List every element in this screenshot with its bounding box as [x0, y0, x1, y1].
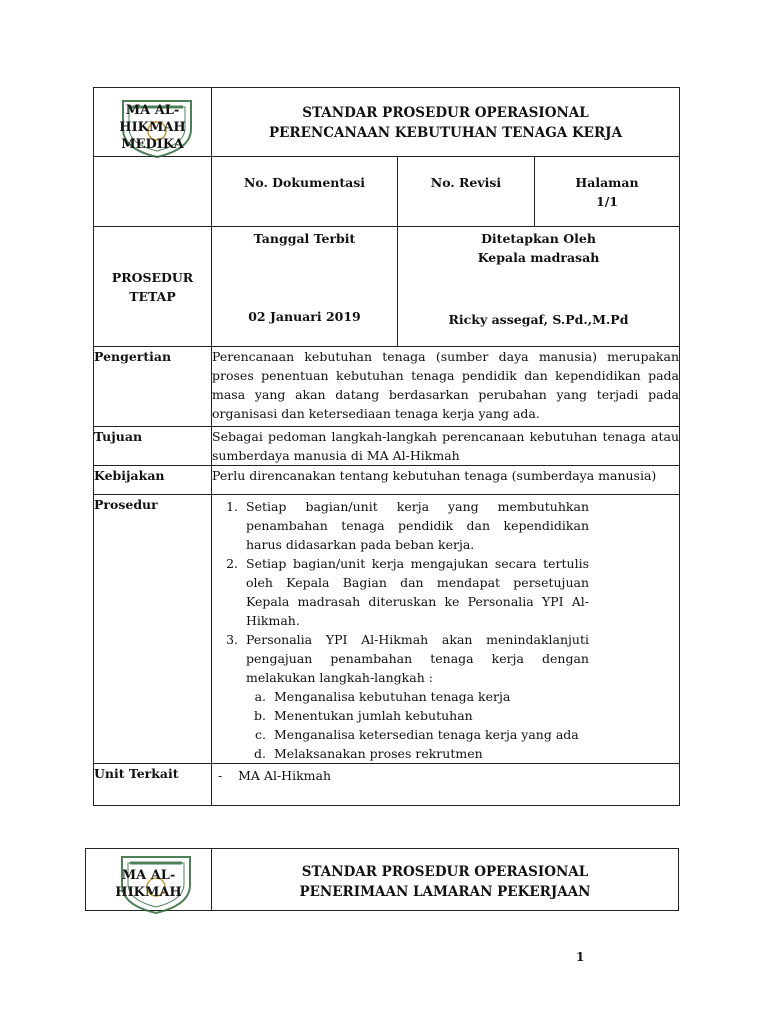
- tujuan-label: Tujuan: [94, 427, 212, 466]
- list-item: 2. Setiap bagian/unit kerja mengajukan secara tertulis oleh Kepala Bagian dan mendapat persetujuan Kepala madrasah diteruskan ke Personalia YPI Al-Hikmah.: [242, 554, 589, 630]
- no-dokumentasi-label: No. Dokumentasi: [212, 157, 398, 227]
- logo-cell: [94, 88, 212, 157]
- prosedur-label: Prosedur: [94, 495, 212, 764]
- page-number: 1: [576, 950, 585, 964]
- ditetapkan-cell: Ditetapkan Oleh Kepala madrasah Ricky assegaf, S.Pd.,M.Pd: [398, 227, 680, 347]
- no-revisi-label: No. Revisi: [398, 157, 535, 227]
- kebijakan-label: Kebijakan: [94, 466, 212, 495]
- blank-cell: [94, 157, 212, 227]
- sop-table-2: [85, 848, 679, 911]
- sop-title: STANDAR PROSEDUR OPERASIONAL PERENCANAAN KEBUTUHAN TENAGA KERJA: [212, 88, 680, 157]
- prosedur-tetap-label: PROSEDUR TETAP: [94, 227, 212, 347]
- unit-terkait-label: Unit Terkait: [94, 764, 212, 806]
- sop-table-1: [93, 87, 680, 806]
- sop-title: STANDAR PROSEDUR OPERASIONAL PENERIMAAN LAMARAN PEKERJAAN: [212, 849, 679, 911]
- list-item: c. Menganalisa ketersedian tenaga kerja yang ada: [270, 725, 589, 744]
- list-item: 3. Personalia YPI Al-Hikmah akan menindaklanjuti pengajuan penambahan tenaga kerja dengan melakukan langkah-langkah : a. Menganalisa kebutuhan tenaga kerja b. Menentukan jumlah kebutuhan c. Menganalisa ketersedian tenaga kerja yang ada d. Melaksanakan proses rekrutmen: [242, 630, 589, 763]
- unit-terkait-value: - MA Al-Hikmah: [212, 764, 680, 806]
- list-item: 1. Setiap bagian/unit kerja yang membutuhkan penambahan tenaga pendidik dan kependidikan harus didasarkan pada beban kerja.: [242, 497, 589, 554]
- halaman-cell: Halaman 1/1: [535, 157, 680, 227]
- logo-text: MA AL- HIKMAH: [115, 868, 182, 900]
- logo-cell: [86, 849, 212, 911]
- kebijakan-text: Perlu direncanakan tentang kebutuhan tenaga (sumberdaya manusia): [212, 466, 680, 495]
- tanggal-terbit-cell: Tanggal Terbit 02 Januari 2019: [212, 227, 398, 347]
- prosedur-steps: [212, 495, 680, 764]
- list-item: a. Menganalisa kebutuhan tenaga kerja: [270, 687, 589, 706]
- pengertian-text: Perencanaan kebutuhan tenaga (sumber daya manusia) merupakan proses penentuan kebutuhan tenaga pendidik dan kependidikan pada masa yang akan datang berdasarkan perubahan yang terjadi pada organisasi dan ketersediaan tenaga kerja yang ada.: [212, 347, 680, 427]
- list-item: b. Menentukan jumlah kebutuhan: [270, 706, 589, 725]
- prosedur-list: [212, 495, 679, 763]
- prosedur-sublist: [246, 687, 589, 763]
- logo-text: MA AL- HIKMAH MEDIKA: [119, 103, 186, 152]
- list-item: d. Melaksanakan proses rekrutmen: [270, 744, 589, 763]
- tujuan-text: Sebagai pedoman langkah-langkah perencanaan kebutuhan tenaga atau sumberdaya manusia di MA Al-Hikmah: [212, 427, 680, 466]
- pengertian-label: Pengertian: [94, 347, 212, 427]
